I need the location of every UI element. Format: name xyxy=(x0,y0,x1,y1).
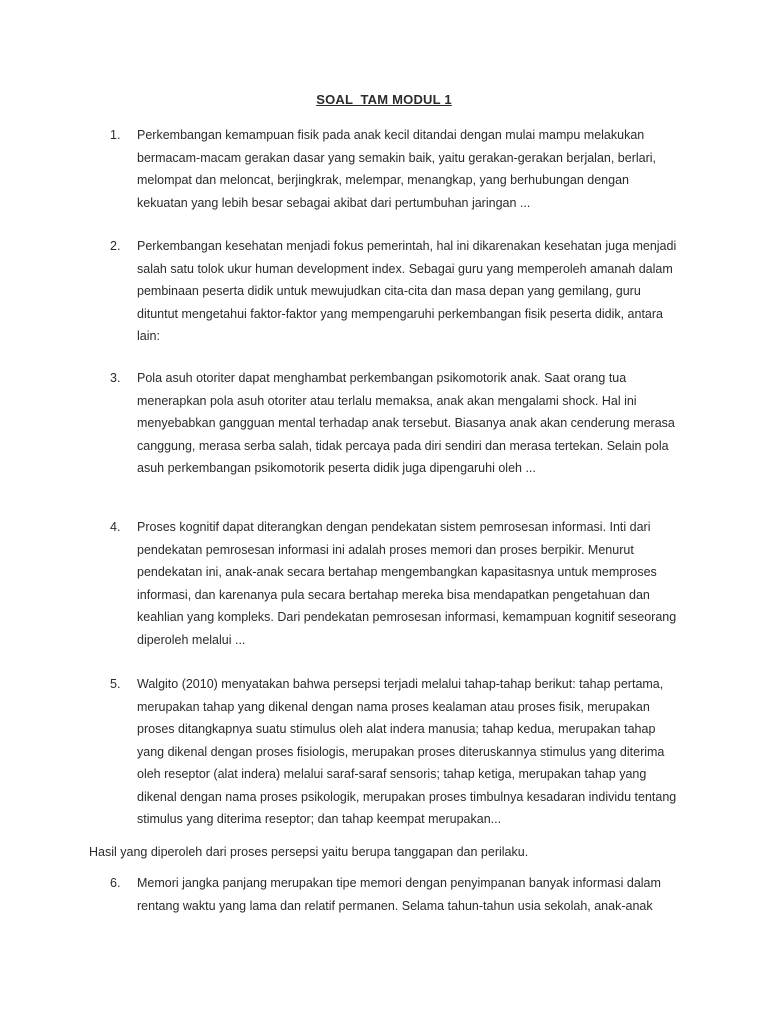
question-number: 6. xyxy=(110,876,121,890)
text-line: menerapkan pola asuh otoriter atau terlalu memaksa, anak akan mengalami shock. Hal ini xyxy=(137,393,637,408)
text-line: proses ditangkapnya suatu stimulus oleh alat indera manusia; tahap kedua, merupakan tahap xyxy=(137,722,656,736)
text-line: bermacam-macam gerakan dasar yang semakin baik, yaitu gerakan-gerakan berjalan, berlari, xyxy=(137,150,657,165)
question-text xyxy=(137,235,697,348)
text-line: Perkembangan kemampuan fisik pada anak kecil ditandai dengan mulai mampu melakukan xyxy=(137,128,645,142)
text-line: melompat dan meloncat, berjingkrak, melempar, menangkap, yang berhubungan dengan xyxy=(137,173,629,187)
text-line: informasi, dan karenanya pula secara bertahap mereka bisa mendapatkan pengetahuan dan xyxy=(137,587,650,602)
text-line: Pola asuh otoriter dapat menghambat perkembangan psikomotorik anak. Saat orang tua xyxy=(137,371,627,385)
text-line: rentang waktu yang lama dan relatif permanen. Selama tahun-tahun usia sekolah, anak-anak xyxy=(137,898,653,913)
text-line: lain: xyxy=(137,329,160,343)
text-line: kekuatan yang lebih besar sebagai akibat dari pertumbuhan jaringan ... xyxy=(137,195,531,210)
text-line: dituntut mengetahui faktor-faktor yang mempengaruhi perkembangan fisik peserta didik, antara xyxy=(137,306,663,321)
text-line: pembinaan peserta didik untuk mewujudkan cita-cita dan masa depan yang gemilang, guru xyxy=(137,284,641,298)
question-text xyxy=(137,516,697,651)
text-line: stimulus yang diterima reseptor; dan tahap keempat merupakan... xyxy=(137,812,502,826)
text-line: diperoleh melalui ... xyxy=(137,632,246,647)
text-line: keahlian yang kompleks. Dari pendekatan pemrosesan informasi, kemampuan kognitif seseorang xyxy=(137,610,677,624)
text-line: canggung, merasa serba salah, tidak percaya pada diri sendiri dan merasa tertekan. Selain pola xyxy=(137,438,669,453)
text-line: pendekatan ini, anak-anak secara bertahap mengembangkan kapasitasnya untuk memproses xyxy=(137,565,657,579)
question-text xyxy=(137,124,697,214)
text-line: Walgito (2010) menyatakan bahwa persepsi terjadi melalui tahap-tahap berikut: tahap pertama, xyxy=(137,677,664,691)
text-line: Memori jangka panjang merupakan tipe memori dengan penyimpanan banyak informasi dalam xyxy=(137,876,661,890)
question-number: 1. xyxy=(110,128,121,142)
question-number: 3. xyxy=(110,371,121,385)
text-line: Perkembangan kesehatan menjadi fokus pemerintah, hal ini dikarenakan kesehatan juga menjadi xyxy=(137,239,677,253)
question-text xyxy=(137,673,697,831)
text-line: yang dikenal dengan proses fisiologis, merupakan proses diteruskannya stimulus yang diterima xyxy=(137,744,665,759)
page-title: SOAL TAM MODUL 1 xyxy=(316,92,452,107)
text-line: salah satu tolok ukur human development index. Sebagai guru yang memperoleh amanah dalam xyxy=(137,261,673,276)
text-line: asuh perkembangan psikomotorik peserta didik juga dipengaruhi oleh ... xyxy=(137,461,536,475)
perception-note: Hasil yang diperoleh dari proses persepsi yaitu berupa tanggapan dan perilaku. xyxy=(89,845,529,859)
text-line: pendekatan pemrosesan informasi ini adalah proses memori dan proses berpikir. Menurut xyxy=(137,542,634,557)
question-number: 4. xyxy=(110,520,121,534)
question-number: 2. xyxy=(110,239,121,253)
text-line: oleh reseptor (alat indera) melalui saraf-saraf sensoris; tahap ketiga, merupakan tahap yang xyxy=(137,767,647,781)
question-number: 5. xyxy=(110,677,121,691)
text-line: Proses kognitif dapat diterangkan dengan pendekatan sistem pemrosesan informasi. Inti dari xyxy=(137,520,651,534)
question-text xyxy=(137,367,697,480)
question-text xyxy=(137,872,697,917)
text-line: menyebabkan gangguan mental terhadap anak tersebut. Biasanya anak akan cenderung merasa xyxy=(137,416,675,430)
text-line: merupakan tahap yang dikenal dengan nama proses kealaman atau proses fisik, merupakan xyxy=(137,699,650,714)
text-line: dikenal dengan nama proses psikologik, merupakan proses timbulnya kesadaran individu tentang xyxy=(137,789,677,804)
